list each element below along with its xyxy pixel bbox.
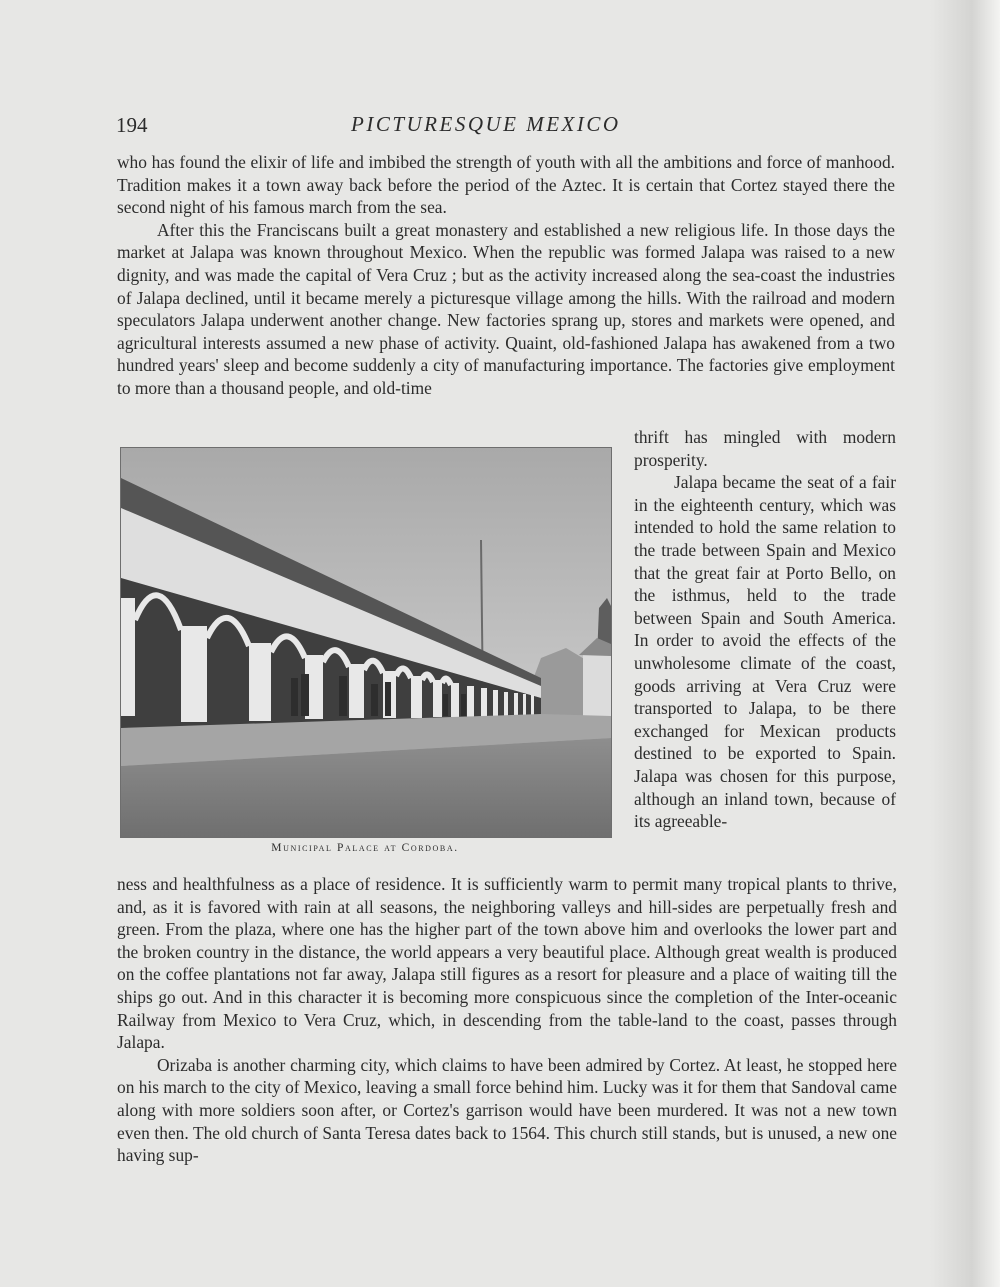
paragraph-continued-healthfulness: ness and healthfulness as a place of residence. It is sufficiently warm to permit many tropical plants to thrive, and, as it is favored with rain at all seasons, the neighboring valleys and hill-sides are perpetually fresh and green. From the plaza, where one has the higher part of the town above him and overlooks the lower part and the broken country in the distance, the world appears a very beautiful place. Although great wealth is produced on the coffee plantations not far away, Jalapa still figures as a resort for pleasure and a place of waiting till the ships go out. And in this character it is becoming more conspicuous since the completion of the Inter-oceanic Railway from Mexico to Vera Cruz, which, in descending from the table-land to the coast, passes through Jalapa.: [117, 874, 897, 1053]
paragraph-continued-prosperity: thrift has mingled with modern prosperity.: [634, 427, 896, 470]
paragraph-continued: who has found the elixir of life and imbibed the strength of youth with all the ambitions and force of manhood. Tradition makes it a town away back before the period of the Aztec. It is certain that Cortez stayed there the second night of his famous march from the sea.: [117, 152, 895, 218]
photo-municipal-palace: [120, 447, 612, 838]
figure-caption: Municipal Palace at Cordoba.: [271, 842, 459, 854]
page-number: 194: [116, 113, 148, 137]
text-block-top: [117, 151, 895, 400]
paragraph-jalapa-fair: Jalapa became the seat of a fair in the eighteenth century, which was intended to hold the same relation to the trade between Spain and Mexico that the great fair at Porto Bello, on the isthmus, held to the trade between Spain and South America. In order to avoid the effects of the unwholesome climate of the coast, goods arriving at Vera Cruz were transported to Jalapa, to be there exchanged for Mexican products destined to be exported to Spain. Jalapa was chosen for this purpose, although an inland town, because of its agreeable-: [634, 472, 896, 832]
photo-right-building: [583, 653, 611, 725]
paragraph-orizaba: Orizaba is another charming city, which claims to have been admired by Cortez. At least, he stopped here on his march to the city of Mexico, leaving a small force behind him. Lucky was it for them that Sandoval came along with more soldiers soon after, or Cortez's garrison would have been murdered. It was not a new town even then. The old church of Santa Teresa dates back to 1564. This church still stands, but is unused, a new one having sup-: [117, 1054, 897, 1166]
running-title: PICTURESQUE MEXICO: [351, 112, 621, 136]
text-block-bottom: [117, 873, 897, 1167]
paragraph-franciscans: After this the Franciscans built a great monastery and established a new religious life. In those days the market at Jalapa was known throughout Mexico. When the republic was formed Jalapa was raised to a new dignity, and was made the capital of Vera Cruz ; but as the activity increased along the sea-coast the industries of Jalapa declined, until it became merely a picturesque village among the hills. With the railroad and modern speculators Jalapa underwent another change. New factories sprang up, stores and markets were opened, and agricultural interests assumed a new phase of activity. Quaint, old-fashioned Jalapa has awakened from a two hundred years' sleep and become suddenly a city of manufacturing importance. The factories give employment to more than a thousand people, and old-time: [117, 219, 895, 398]
text-block-right-column: [634, 426, 896, 833]
page-edge-shadow: [930, 0, 1000, 1287]
